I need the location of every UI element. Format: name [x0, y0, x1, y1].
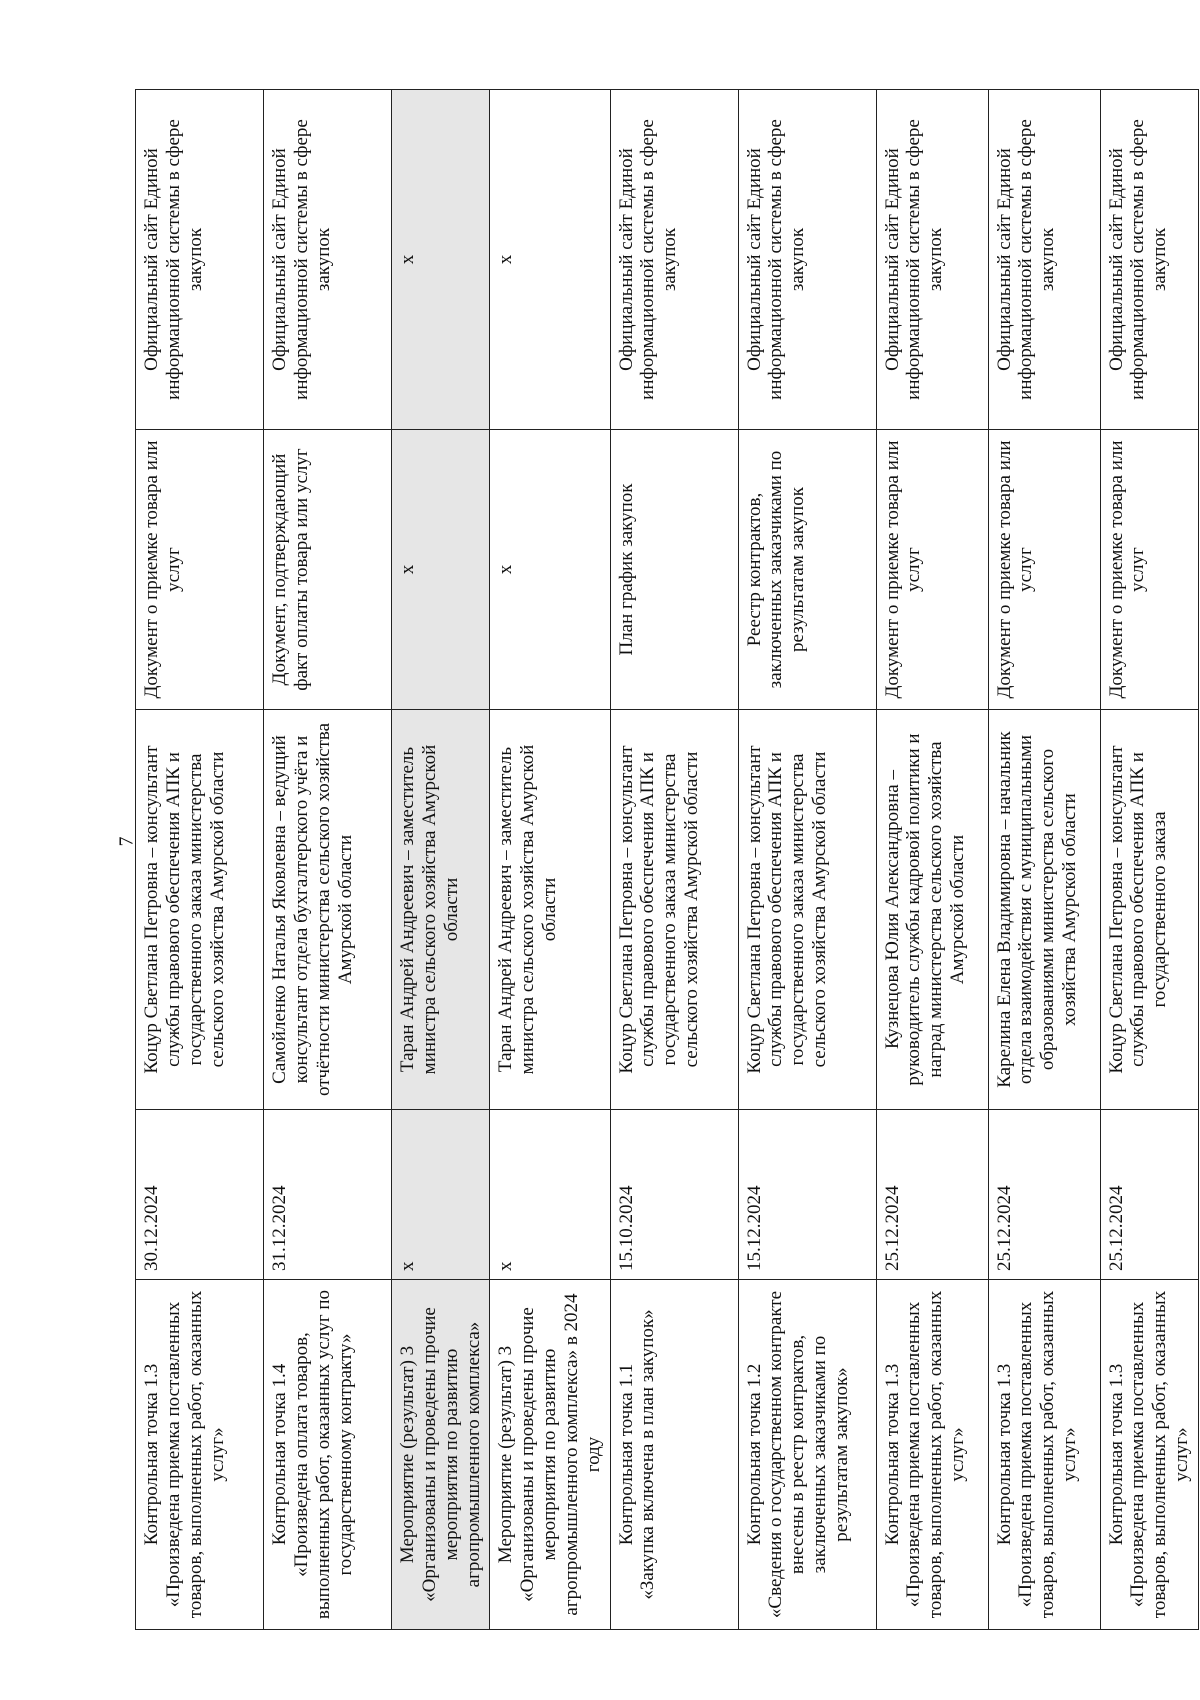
event-cell: [988, 1280, 1100, 1630]
date-cell: 25.12.2024: [988, 1110, 1100, 1280]
responsible-cell: Коцур Светлана Петровна – консультант службы правового обеспечения АПК и государственного заказа министерства сельского хозяйства Амурской области: [738, 710, 876, 1110]
table-row: [490, 90, 610, 1630]
event-title: Контрольная точка 1.4: [269, 1363, 290, 1546]
event-description: «Организованы и проведены прочие мероприятия по развитию агропромышленного комплекса»: [418, 1307, 484, 1602]
document-cell: Документ о приемке товара или услуг: [136, 430, 264, 710]
date-cell: 30.12.2024: [136, 1110, 264, 1280]
document-cell: x: [490, 430, 610, 710]
document-cell: Реестр контрактов, заключенных заказчиками по результатам закупок: [738, 430, 876, 710]
responsible-cell: Самойленко Наталья Яковлевна – ведущий консультант отдела бухгалтерского учёта и отчётности министерства сельского хозяйства Амурской области: [264, 710, 392, 1110]
responsible-cell: Карелина Елена Владимировна – начальник отдела взаимодействия с муниципальными образованиями министерства сельского хозяйства Амурской области: [988, 710, 1100, 1110]
table-row: [1100, 90, 1198, 1630]
responsible-cell: Коцур Светлана Петровна – консультант службы правового обеспечения АПК и государственного заказа министерства сельского хозяйства Амурской области: [136, 710, 264, 1110]
date-cell: 31.12.2024: [264, 1110, 392, 1280]
table-row: [610, 90, 738, 1630]
event-title: Контрольная точка 1.2: [743, 1363, 765, 1546]
system-cell: Официальный сайт Единой информационной системы в сфере закупок: [738, 90, 876, 430]
system-cell: Официальный сайт Единой информационной системы в сфере закупок: [610, 90, 738, 430]
event-title: Контрольная точка 1.3: [881, 1363, 903, 1546]
responsible-cell: Коцур Светлана Петровна – консультант службы правового обеспечения АПК и государственного заказа: [1100, 710, 1198, 1110]
event-title: Контрольная точка 1.3: [1105, 1363, 1127, 1546]
event-cell: [264, 1280, 392, 1630]
event-description: «Произведена приемка поставленных товаров, выполненных работ, оказанных услуг»: [1015, 1290, 1081, 1619]
system-cell: Официальный сайт Единой информационной системы в сфере закупок: [264, 90, 392, 430]
responsible-cell: Таран Андрей Андреевич – заместитель министра сельского хозяйства Амурской области: [392, 710, 490, 1110]
event-title: Контрольная точка 1.1: [615, 1363, 637, 1546]
event-description: «Произведена приемка поставленных товаров, выполненных работ, оказанных услуг»: [903, 1290, 969, 1619]
date-cell: 15.12.2024: [738, 1110, 876, 1280]
page-number: 7: [115, 836, 138, 847]
event-description: «Закупка включена в план закупок»: [637, 1309, 659, 1600]
date-cell: x: [392, 1110, 490, 1280]
system-cell: x: [490, 90, 610, 430]
date-cell: 25.12.2024: [876, 1110, 988, 1280]
event-title: Мероприятие (результат) 3: [397, 1345, 418, 1564]
event-cell: [738, 1280, 876, 1630]
event-description: «Произведена приемка поставленных товаров, выполненных работ, оказанных услуг»: [162, 1290, 228, 1619]
event-cell: [392, 1280, 490, 1630]
rotated-page-content: [135, 90, 1193, 1630]
system-cell: Официальный сайт Единой информационной системы в сфере закупок: [136, 90, 264, 430]
event-cell: [1100, 1280, 1198, 1630]
event-title: Мероприятие (результат) 3: [495, 1345, 517, 1564]
document-cell: Документ, подтверждающий факт оплаты товара или услуг: [264, 430, 392, 710]
control-points-table: [135, 89, 1199, 1630]
table-row: [136, 90, 264, 1630]
table-body: [136, 90, 1199, 1630]
document-cell: x: [392, 430, 490, 710]
event-description: «Сведения о государственном контракте внесены в реестр контрактов, заключенных заказчиками по результатам закупок»: [765, 1290, 852, 1619]
responsible-cell: Кузнецова Юлия Александровна – руководитель службы кадровой политики и наград министерства сельского хозяйства Амурской области: [876, 710, 988, 1110]
event-description: «Организованы и проведены прочие мероприятия по развитию агропромышленного комплекса» в 2024 году: [517, 1293, 604, 1616]
document-cell: План график закупок: [610, 430, 738, 710]
system-cell: Официальный сайт Единой информационной системы в сфере закупок: [1100, 90, 1198, 430]
system-cell: Официальный сайт Единой информационной системы в сфере закупок: [988, 90, 1100, 430]
date-cell: 15.10.2024: [610, 1110, 738, 1280]
date-cell: x: [490, 1110, 610, 1280]
system-cell: Официальный сайт Единой информационной системы в сфере закупок: [876, 90, 988, 430]
table-row: [988, 90, 1100, 1630]
document-cell: Документ о приемке товара или услуг: [1100, 430, 1198, 710]
event-description: «Произведена приемка поставленных товаров, выполненных работ, оказанных услуг»: [1127, 1290, 1193, 1619]
event-description: «Произведена оплата товаров, выполненных работ, оказанных услуг по государственному контракту»: [290, 1289, 356, 1620]
responsible-cell: Таран Андрей Андреевич – заместитель министра сельского хозяйства Амурской области: [490, 710, 610, 1110]
table-row: [264, 90, 392, 1630]
table-row: [876, 90, 988, 1630]
date-cell: 25.12.2024: [1100, 1110, 1198, 1280]
event-cell: [136, 1280, 264, 1630]
table-row: [738, 90, 876, 1630]
event-cell: [610, 1280, 738, 1630]
event-cell: [490, 1280, 610, 1630]
system-cell: x: [392, 90, 490, 430]
document-cell: Документ о приемке товара или услуг: [876, 430, 988, 710]
responsible-cell: Коцур Светлана Петровна – консультант службы правового обеспечения АПК и государственного заказа министерства сельского хозяйства Амурской области: [610, 710, 738, 1110]
document-cell: Документ о приемке товара или услуг: [988, 430, 1100, 710]
event-title: Контрольная точка 1.3: [993, 1363, 1015, 1546]
event-cell: [876, 1280, 988, 1630]
event-title: Контрольная точка 1.3: [141, 1363, 162, 1546]
table-row: [392, 90, 490, 1630]
